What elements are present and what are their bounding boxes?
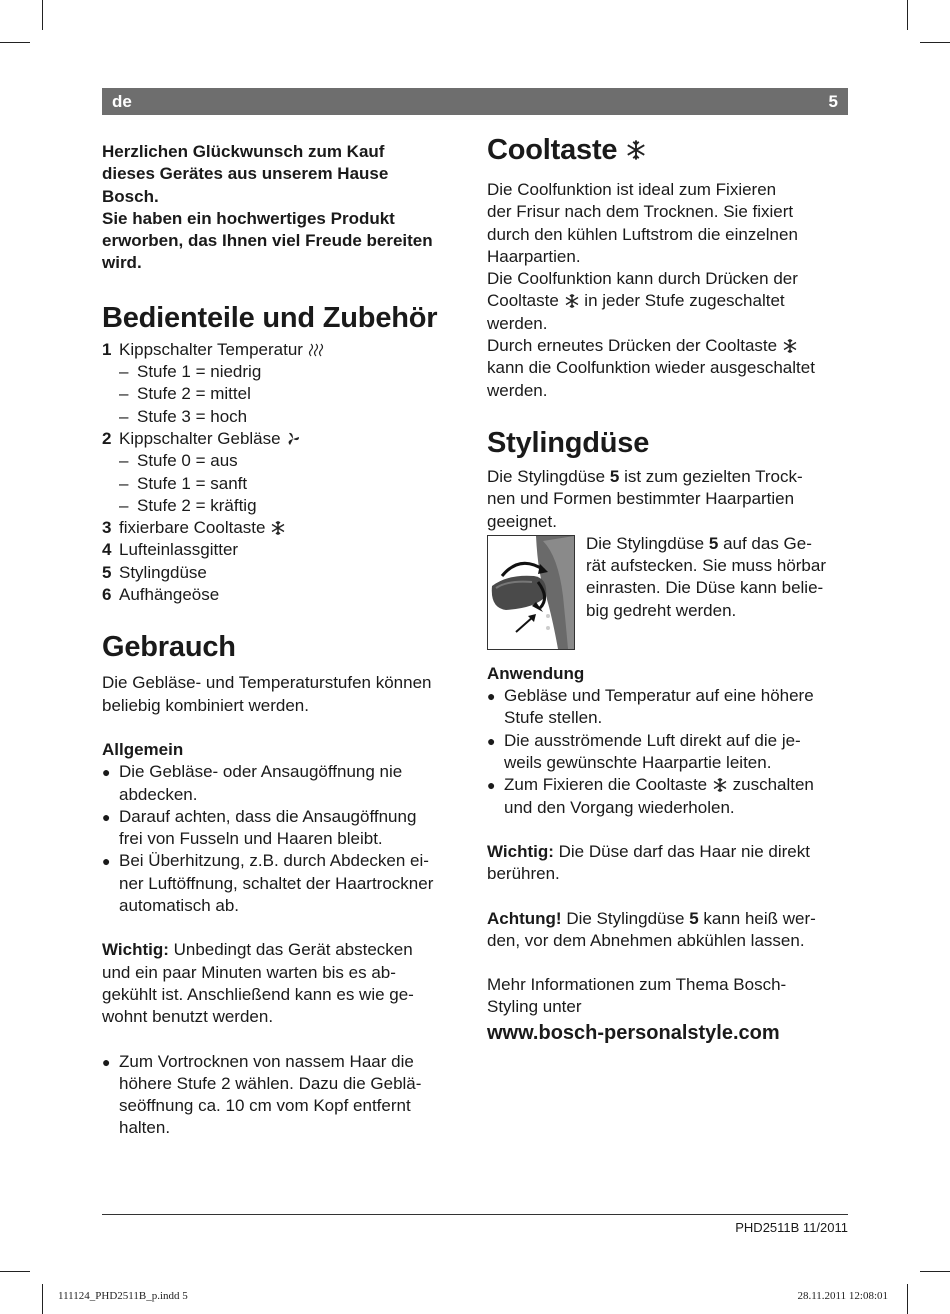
section-title-bedienteile: Bedienteile und Zubehör <box>102 301 438 334</box>
paragraph: Mehr Informationen zum Thema Bosch- Styling unter <box>487 975 787 1017</box>
parts-list <box>102 339 467 607</box>
crop-mark <box>42 1284 43 1314</box>
hairdryer-nozzle-image <box>488 536 574 649</box>
crop-mark <box>42 0 43 30</box>
intro-text: Herzlichen Glückwunsch zum Kauf dieses Gerätes aus unserem Hause Bosch. Sie haben ein hochwertiges Produkt erworben, das Ihnen viel Freude bereiten wird. <box>102 142 433 273</box>
warning-paragraph: Wichtig: Die Düse darf das Haar nie direkt berühren. <box>487 841 810 884</box>
subheading-allgemein: Allgemein <box>102 739 184 759</box>
list-item: ● Die ausströmende Luft direkt auf die je- weils gewünschte Haarpartie leiten. <box>487 730 801 773</box>
crop-mark <box>907 1284 908 1314</box>
crop-mark <box>920 42 950 43</box>
list-subitem: – Stufe 3 = hoch <box>119 406 248 426</box>
paragraph: Die Gebläse- und Temperaturstufen können beliebig kombiniert werden. <box>102 673 432 715</box>
list-item: ● Darauf achten, dass die Ansaugöffnung frei von Fusseln und Haaren bleibt. <box>102 806 417 849</box>
nozzle-illustration <box>487 535 575 650</box>
list-item: 1 Kippschalter Temperatur <box>102 339 467 361</box>
list-subitem: – Stufe 1 = niedrig <box>119 362 262 382</box>
right-column <box>487 134 849 1045</box>
crop-mark <box>0 42 30 43</box>
crop-mark <box>920 1271 950 1272</box>
crop-mark <box>907 0 908 30</box>
section-title-gebrauch: Gebrauch <box>102 631 236 664</box>
section-title-cooltaste: Cooltaste <box>487 133 849 167</box>
list-subitem: – Stufe 2 = kräftig <box>119 495 257 515</box>
list-item: ● Bei Überhitzung, z.B. durch Abdecken ei- ner Luftöffnung, schaltet der Haartrockner automatisch ab. <box>102 851 434 916</box>
bullet-list <box>487 685 849 819</box>
list-item: 3 fixierbare Cooltaste <box>102 517 467 539</box>
subheading-anwendung: Anwendung <box>487 663 585 683</box>
snowflake-icon <box>782 338 798 354</box>
list-item: 4 Lufteinlassgitter <box>102 540 239 560</box>
page-number: 5 <box>828 91 838 111</box>
website-link[interactable]: www.bosch-personalstyle.com <box>487 1021 780 1044</box>
list-item: 2 Kippschalter Gebläse <box>102 428 467 450</box>
heat-icon <box>308 342 324 358</box>
list-item: 6 Aufhängeöse <box>102 585 220 605</box>
list-item: 5 Stylingdüse <box>102 562 207 582</box>
print-slug-left: 111124_PHD2511B_p.indd 5 <box>58 1290 188 1302</box>
snowflake-icon <box>564 293 580 309</box>
list-item: ● Gebläse und Temperatur auf eine höhere Stufe stellen. <box>487 686 814 728</box>
list-item: ● Zum Fixieren die Cooltaste zuschalten und den Vorgang wiederholen. <box>487 775 814 817</box>
footer-divider <box>102 1214 848 1215</box>
snowflake-icon <box>270 520 286 536</box>
list-subitem: – Stufe 1 = sanft <box>119 473 248 493</box>
left-column <box>102 141 467 1140</box>
list-item: ● Zum Vortrocknen von nassem Haar die höhere Stufe 2 wählen. Dazu die Geblä- seöffnung ca. 10 cm vom Kopf entfernt halten. <box>102 1051 422 1138</box>
bullet-list <box>102 1051 467 1140</box>
snowflake-icon <box>625 139 647 161</box>
language-code: de <box>112 91 132 111</box>
model-date-label: PHD2511B 11/2011 <box>735 1220 848 1235</box>
snowflake-icon <box>712 777 728 793</box>
paragraph: Die Stylingdüse 5 ist zum gezielten Trock- nen und Formen bestimmter Haarpartien geeignet. <box>487 466 803 531</box>
section-title-stylingduese: Stylingdüse <box>487 426 650 459</box>
fan-icon <box>285 431 301 447</box>
paragraph: Die Stylingdüse 5 auf das Ge- rät aufstecken. Sie muss hörbar einrasten. Die Düse kann belie- big gedreht werden. <box>586 533 827 620</box>
crop-mark <box>0 1271 30 1272</box>
page-header-bar <box>102 88 848 115</box>
list-subitem: – Stufe 0 = aus <box>119 451 238 471</box>
figure-block <box>487 533 849 650</box>
caution-paragraph: Achtung! Die Stylingdüse 5 kann heiß wer- den, vor dem Abnehmen abkühlen lassen. <box>487 908 816 950</box>
list-subitem: – Stufe 2 = mittel <box>119 384 251 404</box>
paragraph: Die Coolfunktion ist ideal zum Fixieren der Frisur nach dem Trocknen. Sie fixiert durch den kühlen Luftstrom die einzelnen Haarpartien. Die Coolfunktion kann durch Drücken der Cooltaste in jeder Stufe zugeschaltet werden. Durch erneutes Drücken der Cooltaste kann die Coolfunktion wieder ausgeschaltet werden. <box>487 180 815 400</box>
bullet-list <box>102 761 467 917</box>
print-slug-right: 28.11.2011 12:08:01 <box>797 1290 888 1302</box>
list-item: ● Die Gebläse- oder Ansaugöffnung nie abdecken. <box>102 762 403 804</box>
warning-paragraph: Wichtig: Unbedingt das Gerät abstecken und ein paar Minuten warten bis es ab- gekühlt ist. Anschließend kann es wie ge- wohnt benutzt werden. <box>102 940 414 1027</box>
